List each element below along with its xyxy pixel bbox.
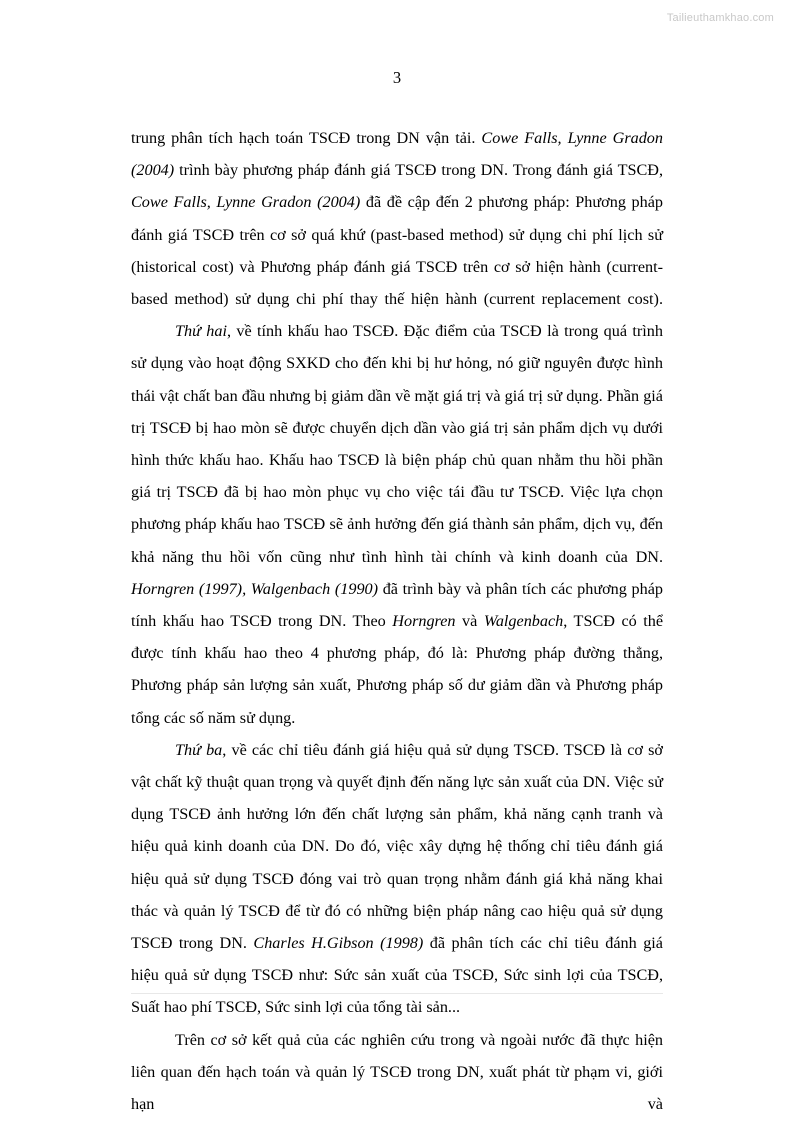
paragraph [131,315,663,734]
text-run: , về các chỉ tiêu đánh giá hiệu quả sử dụng TSCĐ. TSCĐ là cơ sở vật chất kỹ thuật quan trọng và quyết định đến năng lực sản xuất của DN. Việc sử dụng TSCĐ ảnh hưởng lớn đến chất lượng sản phẩm, khả năng cạnh tranh và hiệu quả kinh doanh của DN. Do đó, việc xây dựng hệ thống chỉ tiêu đánh giá hiệu quả sử dụng TSCĐ đóng vai trò quan trọng nhằm đánh giá khả năng khai thác và quản lý TSCĐ để từ đó có những biện pháp nâng cao hiệu quả sử dụng TSCĐ trong DN. [131,740,663,953]
text-run-italic: Walgenbach [483,612,564,631]
text-run-italic: Horngren [392,612,456,631]
paragraph [131,122,663,315]
text-run: trung phân tích hạch toán TSCĐ trong DN vận tải. [131,129,482,147]
text-run: trình bày phương pháp đánh giá TSCĐ trong DN. Trong đánh giá TSCĐ, [174,161,663,180]
document-body [131,122,663,1120]
text-run: , về tính khấu hao TSCĐ. Đặc điểm của TSCĐ là trong quá trình sử dụng vào hoạt động SXKD cho đến khi bị hư hỏng, nó giữ nguyên được hình thái vật chất ban đầu nhưng bị giảm dần về mặt giá trị và giá trị sử dụng. Phần giá trị TSCĐ bị hao mòn sẽ được chuyển dịch dần vào giá trị sản phẩm dịch vụ dưới hình thức khấu hao. Khấu hao TSCĐ là biện pháp chủ quan nhằm thu hồi phần giá trị TSCĐ đã bị hao mòn phục vụ cho việc tái đầu tư TSCĐ. Việc lựa chọn phương pháp khấu hao TSCĐ sẽ ảnh hưởng đến giá thành sản phẩm, dịch vụ, đến khả năng thu hồi vốn cũng như tình hình tài chính và kinh doanh của DN. [131,322,663,566]
text-run-italic: Thứ ba [175,740,223,759]
text-run: Trên cơ sở kết quả của các nghiên cứu trong và ngoài nước đã thực hiện liên quan đến hạch toán và quản lý TSCĐ trong DN, xuất phát từ phạm vi, giới hạn và [131,1030,663,1114]
text-run-italic: Cowe Falls, Lynne Gradon (2004) [131,193,361,212]
text-run: và [455,612,484,631]
text-run: , TSCĐ có thể được tính khấu hao theo 4 phương pháp, đó là: Phương pháp đường thẳng, Phương pháp sản lượng sản xuất, Phương pháp số dư giảm dần và Phương pháp tổng các số năm sử dụng. [131,612,664,727]
paragraph [131,1024,663,1121]
paragraph [131,734,663,1024]
text-run-italic: Thứ hai [175,322,227,341]
text-run-italic: Charles H.Gibson (1998) [253,934,424,953]
text-run-italic: Cowe Falls, Lynne Gradon (2004) [131,129,663,180]
page-number: 3 [392,68,402,87]
watermark-text: Tailieuthamkhao.com [666,12,774,24]
text-run: đã trình bày và phân tích các phương pháp tính khấu hao TSCĐ trong DN. Theo [131,579,663,631]
text-run: đã phân tích các chỉ tiêu đánh giá hiệu quả sử dụng TSCĐ như: Sức sản xuất của TSCĐ, Sức sinh lợi của TSCĐ, Suất hao phí TSCĐ, Sức sinh lợi của tổng tài sản... [131,934,663,1017]
text-run-italic: Horngren (1997), Walgenbach (1990) [131,579,379,598]
text-run: đã đề cập đến 2 phương pháp: Phương pháp đánh giá TSCĐ trên cơ sở quá khứ (past-based method) sử dụng chi phí lịch sử (historical cost) và Phương pháp đánh giá TSCĐ trên cơ sở hiện hành (current-based method) sử dụng chi phí thay thế hiện hành (current replacement cost). [131,193,663,309]
page-bottom-divider [131,993,663,994]
